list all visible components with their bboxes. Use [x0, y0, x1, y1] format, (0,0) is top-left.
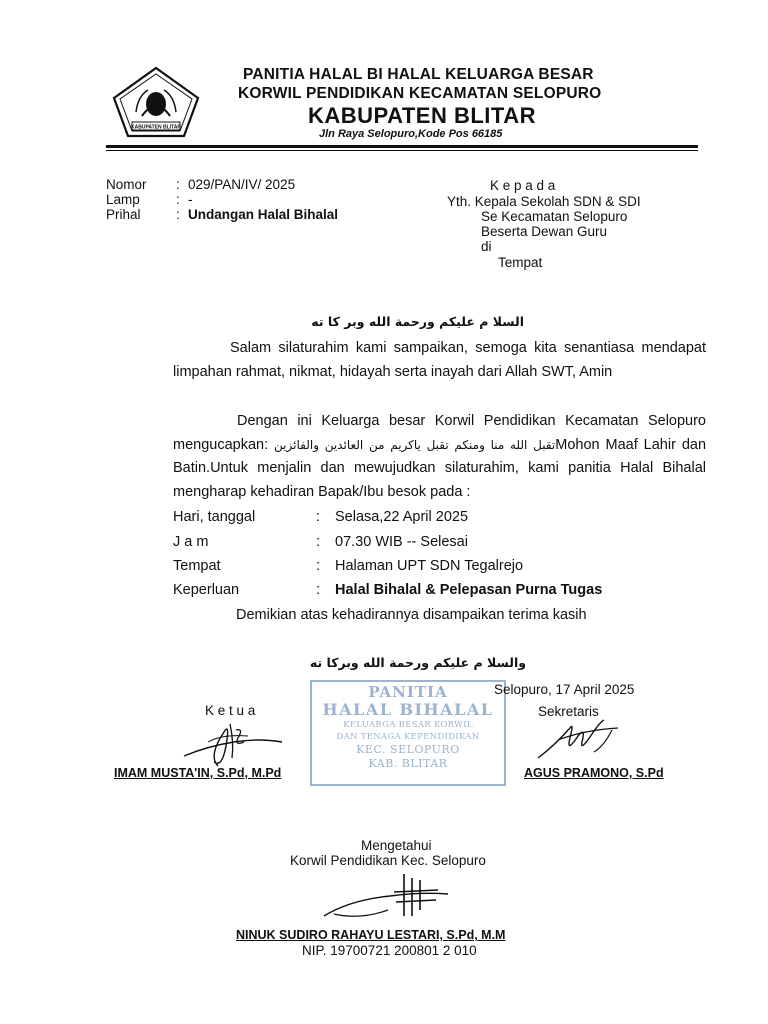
letterhead-address: Jln Raya Selopuro,Kode Pos 66185: [319, 128, 503, 140]
ketua-name: IMAM MUSTA'IN, S.Pd, M.Pd: [114, 766, 282, 780]
closing-text: Demikian atas kehadirannya disampaikan terima kasih: [236, 607, 587, 623]
closing-arabic: والسلا م عليكم ورحمة الله وبركا ته: [309, 655, 526, 670]
sekretaris-signature-icon: [534, 716, 634, 764]
sekretaris-name: AGUS PRAMONO, S.Pd: [524, 766, 664, 780]
korwil-signature-icon: [320, 870, 452, 926]
letterhead-rule-thin: [106, 150, 698, 151]
mengetahui: Mengetahui: [361, 838, 432, 853]
recipient-line4: di: [481, 239, 492, 254]
recipient-line2: Se Kecamatan Selopuro: [481, 209, 628, 224]
sekretaris-title: Sekretaris: [538, 704, 599, 719]
committee-stamp: PANITIA HALAL BIHALAL KELUARGA BESAR KORWIL DAN TENAGA KEPENDIDIKAN KEC. SELOPURO KAB. BLITAR: [310, 680, 506, 786]
place-date: Selopuro, 17 April 2025: [494, 682, 635, 697]
kabupaten-blitar-logo-icon: [112, 66, 200, 138]
korwil-name: NINUK SUDIRO RAHAYU LESTARI, S.Pd, M.M: [236, 928, 506, 942]
detail-row-time: J a m : 07.30 WIB -- Selesai: [173, 534, 468, 550]
letterhead-rule-thick: [106, 145, 698, 148]
korwil-title: Korwil Pendidikan Kec. Selopuro: [290, 853, 486, 868]
recipient-line1: Yth. Kepala Sekolah SDN & SDI: [447, 194, 641, 209]
recipient-kepada: K e p a d a: [490, 178, 556, 193]
letterhead-line1: PANITIA HALAL BI HALAL KELUARGA BESAR: [243, 66, 594, 83]
korwil-nip: NIP. 19700721 200801 2 010: [302, 943, 477, 958]
paragraph-2: Dengan ini Keluarga besar Korwil Pendidikan Kecamatan Selopuro mengucapkan: تقبل الله منا ومنكم تقبل ياكريم من العائدين والفائزينMohon Maaf Lahir dan Batin.Untuk menjalin dan mewujudkan silaturahim, kami panitia Halal Bihalal mengharap kehadiran Bapak/Ibu besok pada :: [173, 413, 707, 500]
detail-row-place: Tempat : Halaman UPT SDN Tegalrejo: [173, 558, 524, 574]
ketua-title: K e t u a: [205, 703, 256, 718]
letterhead-title: KABUPATEN BLITAR: [308, 103, 536, 128]
meta-lamp: Lamp : -: [106, 192, 193, 207]
meta-nomor: Nomor : 029/PAN/IV/ 2025: [106, 177, 296, 192]
letterhead-line2: KORWIL PENDIDIKAN KECAMATAN SELOPURO: [238, 85, 602, 102]
recipient-line3: Beserta Dewan Guru: [481, 224, 608, 239]
recipient-line5: Tempat: [498, 255, 543, 270]
detail-row-date: Hari, tanggal : Selasa,22 April 2025: [173, 509, 469, 525]
paragraph-2-arabic: تقبل الله منا ومنكم تقبل ياكريم من العائدين والفائزين: [274, 437, 556, 452]
logo-label: KABUPATEN BLITAR: [131, 124, 181, 131]
greeting-arabic: السلا م عليكم ورحمة الله وبر كا ته: [311, 314, 524, 329]
paragraph-1: Salam silaturahim kami sampaikan, semoga kita senantiasa mendapat limpahan rahmat, nikmat, hidayah serta inayah dari Allah SWT, Amin: [173, 340, 706, 380]
meta-prihal: Prihal : Undangan Halal Bihalal: [106, 207, 339, 222]
detail-row-purpose: Keperluan : Halal Bihalal & Pelepasan Purna Tugas: [173, 582, 603, 598]
